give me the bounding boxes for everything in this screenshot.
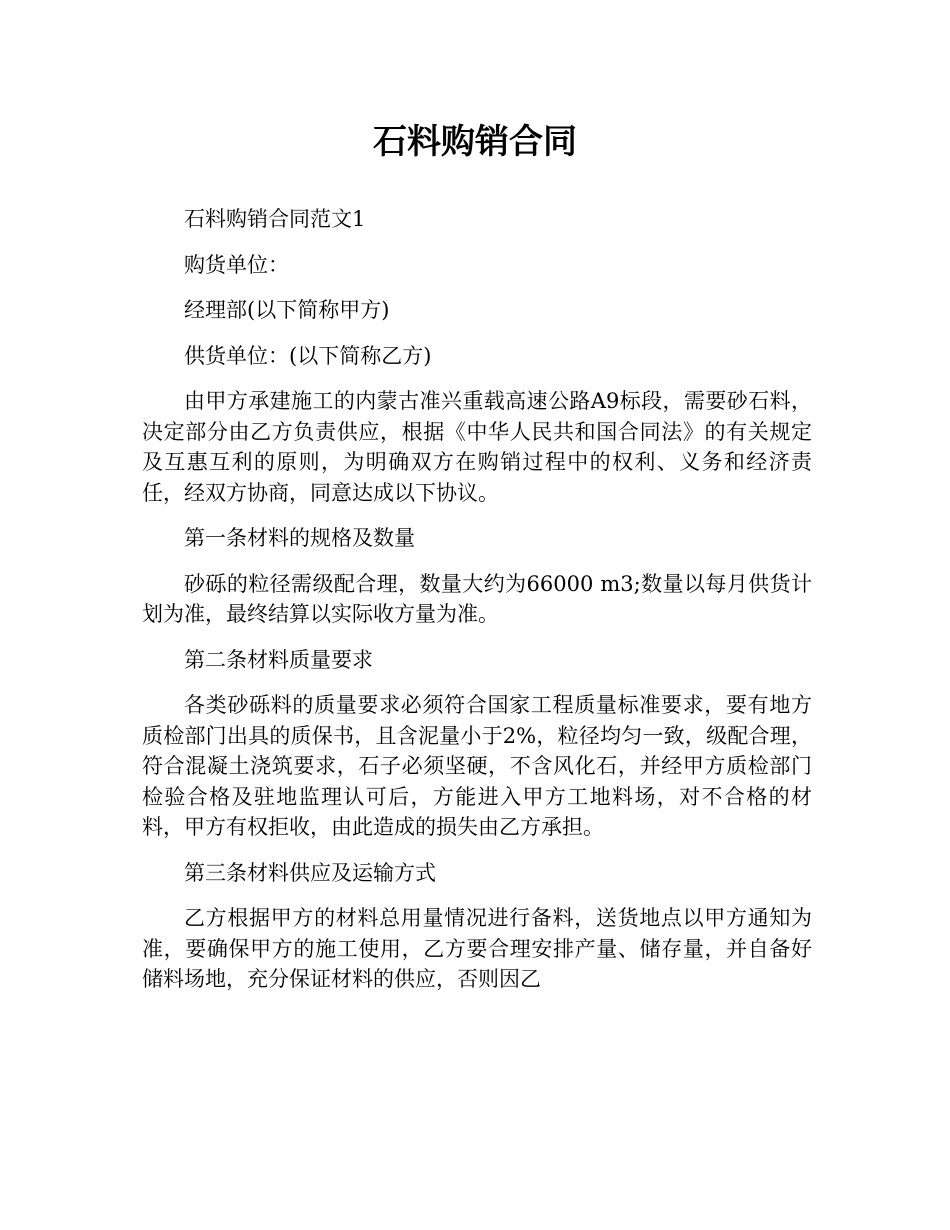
paragraph-heading-sample: 石料购销合同范文1	[184, 207, 366, 231]
paragraph-article-2-body: 各类砂砾料的质量要求必须符合国家工程质量标准要求，要有地方质检部门出具的质保书，且含泥量小于2%，粒径均匀一致，级配合理，符合混凝土浇筑要求，石子必须坚硬，不含风化石，并经甲方质检部门检验合格及驻地监理认可后，方能进入甲方工地料场，对不合格的材料，甲方有权拒收，由此造成的损失由乙方承担。	[142, 693, 812, 839]
paragraph-buyer-name: 经理部(以下简称甲方)	[184, 298, 390, 322]
paragraph-article-2-heading: 第二条材料质量要求	[184, 647, 373, 672]
document-body	[142, 204, 812, 1010]
paragraph-preamble: 由甲方承建施工的内蒙古准兴重载高速公路A9标段，需要砂石料，决定部分由乙方负责供应，根据《中华人民共和国合同法》的有关规定及互惠互利的原则，为明确双方在购销过程中的权利、义务和经济责任，经双方协商，同意达成以下协议。	[142, 389, 812, 505]
document-title: 石料购销合同	[373, 122, 577, 162]
paragraph-article-1-body: 砂砾的粒径需级配合理，数量大约为66000 m3;数量以每月供货计划为准，最终结算以实际收方量为准。	[142, 571, 812, 626]
paragraph-buyer-label: 购货单位：	[184, 252, 289, 277]
paragraph-article-3-heading: 第三条材料供应及运输方式	[184, 860, 436, 885]
paragraph-article-3-body: 乙方根据甲方的材料总用量情况进行备料，送货地点以甲方通知为准，要确保甲方的施工使用，乙方要合理安排产量、储存量，并自备好储料场地，充分保证材料的供应，否则因乙	[142, 906, 812, 991]
paragraph-article-1-heading: 第一条材料的规格及数量	[184, 526, 415, 550]
paragraph-supplier-label: 供货单位：(以下简称乙方)	[184, 343, 432, 368]
